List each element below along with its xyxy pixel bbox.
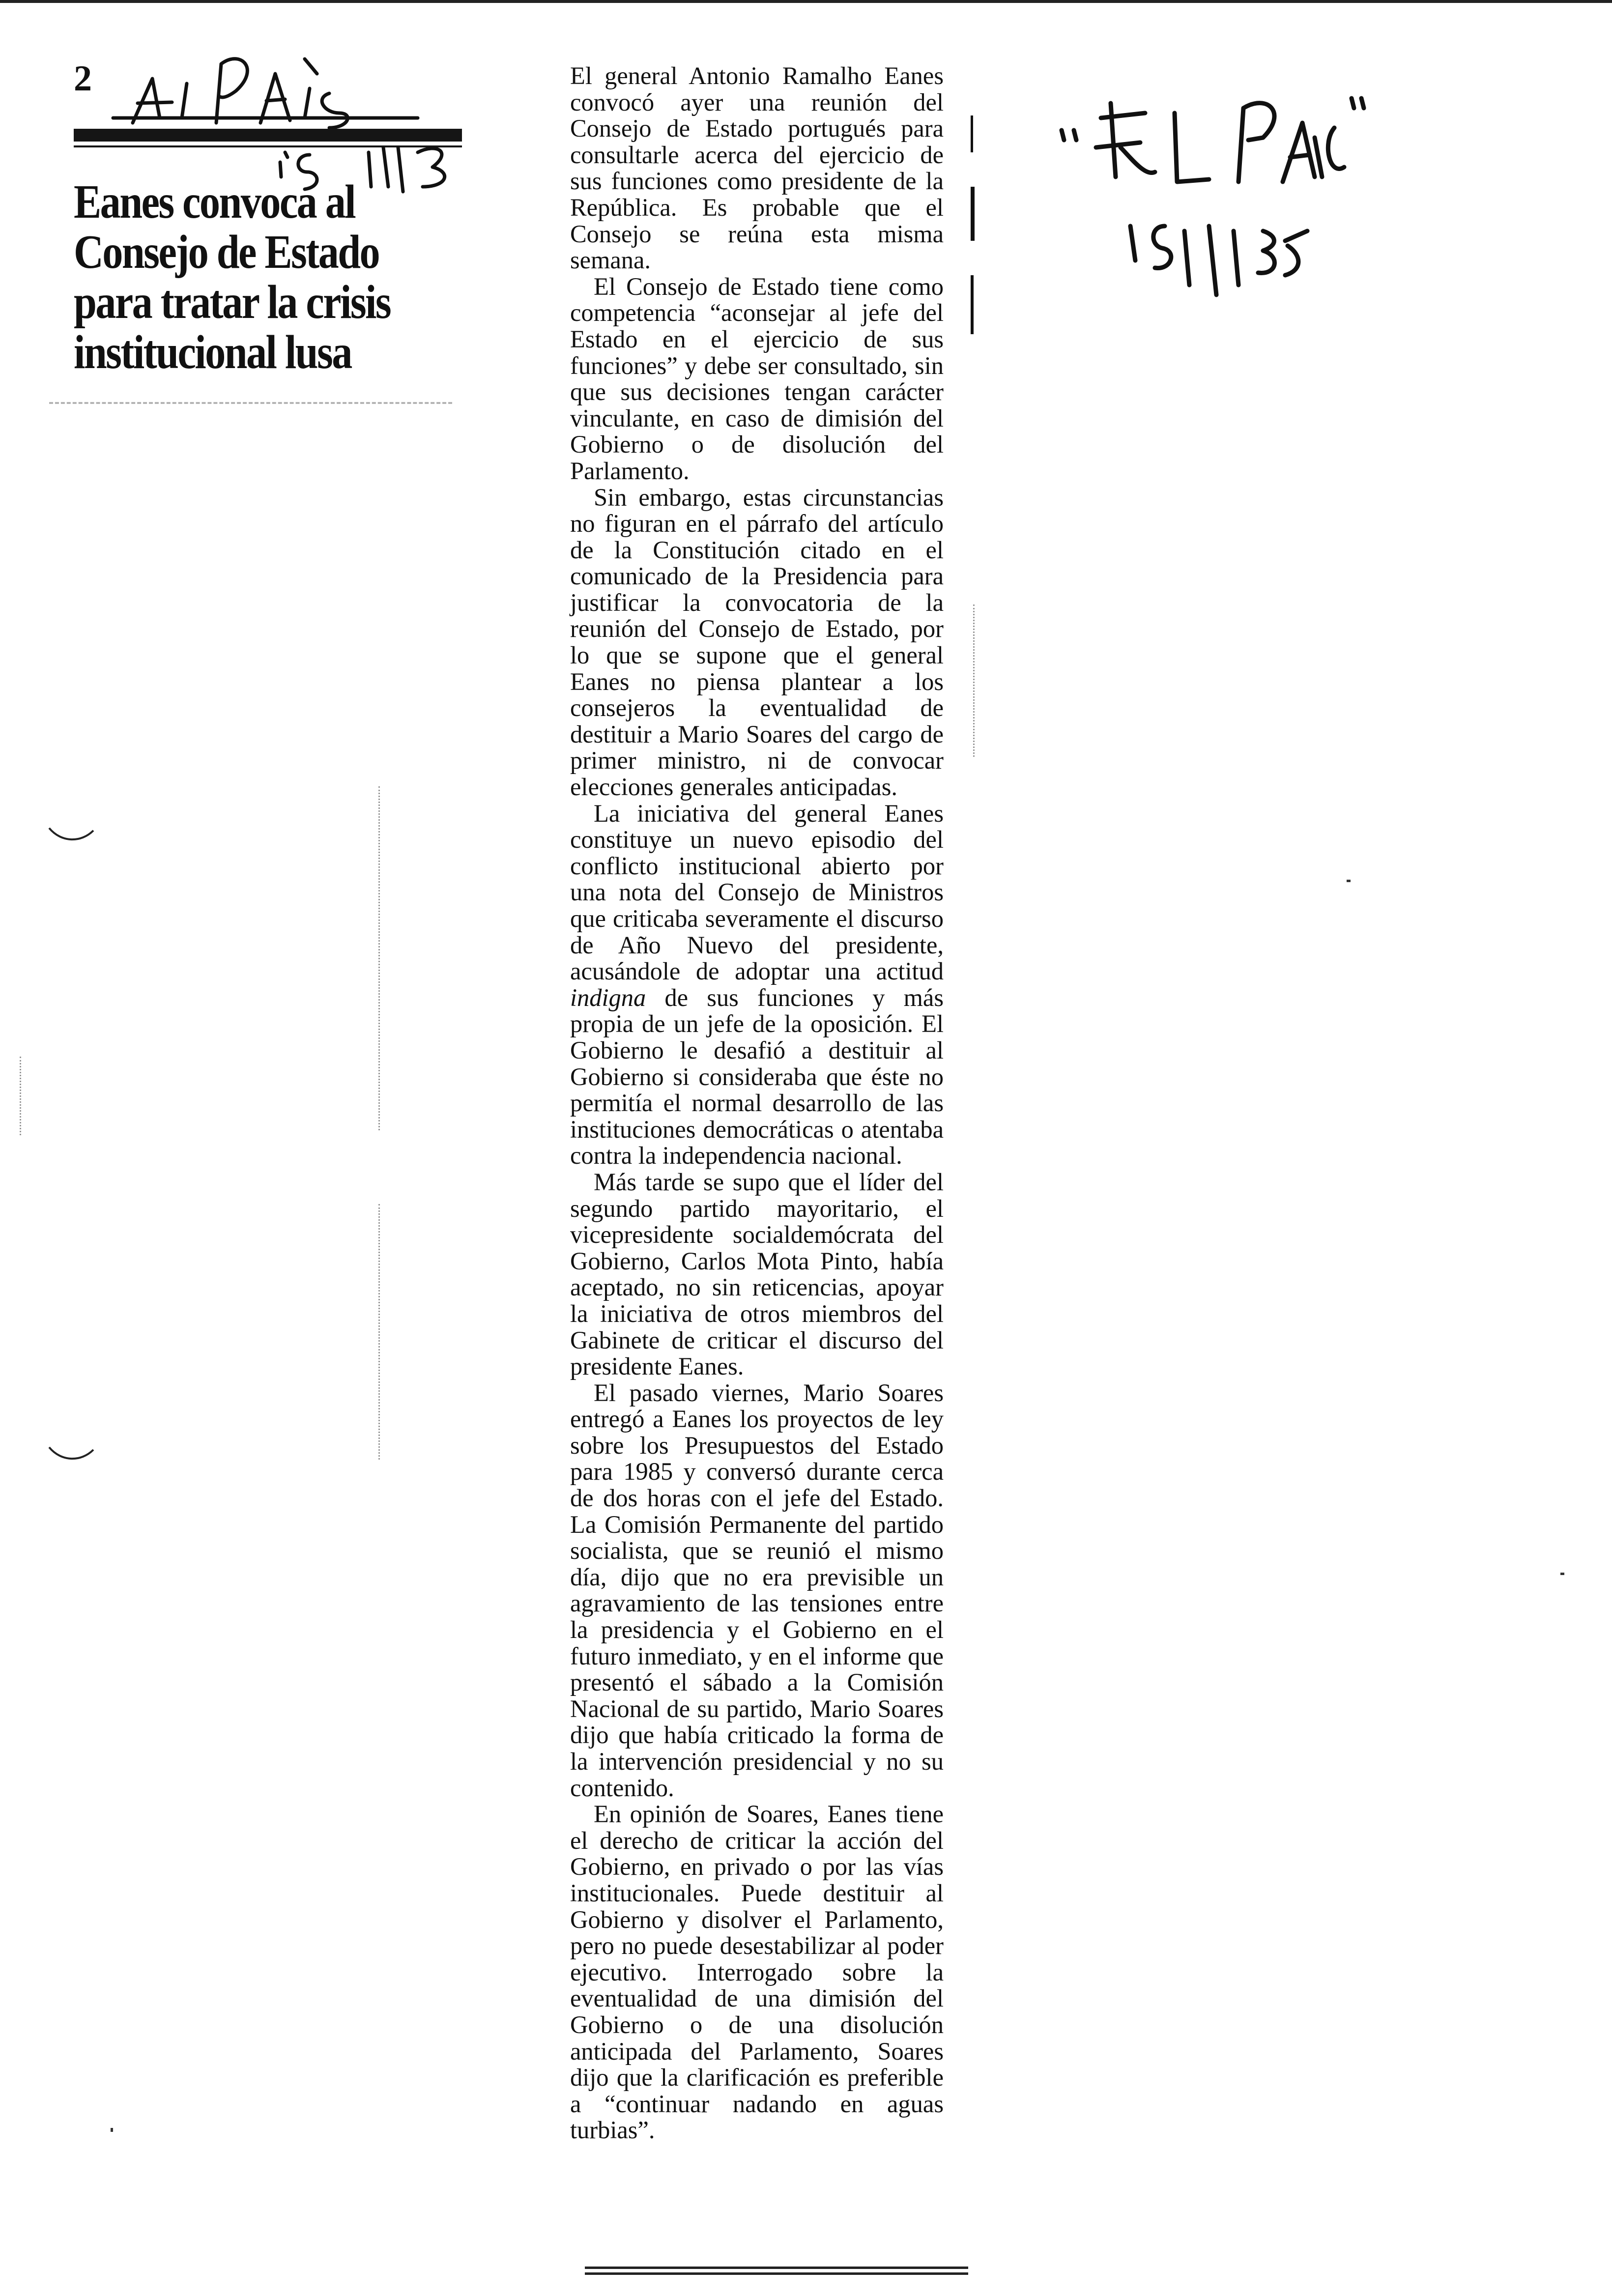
paragraph-5: Más tarde se supo que el líder del segundo partido mayoritario, el vicepresidente socialdemócrata del Gobierno, Carlos Mota Pinto, había aceptado, no sin reticencias, apoyar la iniciativa de otros miembros del Gabinete de criticar el discurso del presidente Eanes. xyxy=(570,1168,944,1380)
paragraph-1: El general Antonio Ramalho Eanes convocó ayer una reunión del Consejo de Estado portugués para consultarle acerca del ejercicio de sus funciones como presidente de la República. Es probable que el Consejo se reúna esta misma semana. xyxy=(570,62,944,274)
margin-dots xyxy=(378,786,380,1130)
paragraph-4 xyxy=(570,801,944,1169)
handwritten-date-right xyxy=(1116,211,1312,310)
page-number: 2 xyxy=(74,58,92,99)
dashed-separator xyxy=(49,402,452,406)
margin-mark xyxy=(971,275,974,334)
margin-dots xyxy=(378,1204,380,1460)
paragraph-7: En opinión de Soares, Eanes tiene el derecho de criticar la acción del Gobierno, en privado o por las vías institucionales. Puede destituir al Gobierno y disolver el Parlamento, pero no puede desestabilizar al poder ejecutivo. Interrogado sobre la eventualidad de una dimisión del Gobierno o de una disolución anticipada del Parlamento, Soares dijo que la clarificación es preferible a “continuar nadando en aguas turbias”. xyxy=(570,1800,944,2144)
paragraph-3: Sin embargo, estas circunstancias no figuran en el párrafo del artículo de la Constitución citado en el comunicado de la Presidencia para justificar la convocatoria de la reunión del Consejo de Estado, por lo que se supone que el general Eanes no piensa plantear a los consejeros la eventualidad de destituir a Mario Soares del cargo de primer ministro, ni de convocar elecciones generales anticipadas. xyxy=(570,483,944,801)
margin-mark xyxy=(971,115,973,152)
handwritten-newspaper-scrawl xyxy=(74,44,467,138)
speck xyxy=(111,2128,113,2132)
paragraph-6: El pasado viernes, Mario Soares entregó a Eanes los proyectos de ley sobre los Presupuestos del Estado para 1985 y conversó durante cerca de dos horas con el jefe del Estado. La Comisión Permanente del partido socialista, que se reunió el mismo día, dijo que no era previsible un agravamiento de las tensiones entre la presidencia y el Gobierno en el futuro inmediato, y en el informe que presentó el sábado a la Comisión Nacional de su partido, Mario Soares dijo que había criticado la forma de la intervención presidencial y no su contenido. xyxy=(570,1378,944,1802)
headline: Eanes convoca al Consejo de Estado para tratar la crisis institucional lusa xyxy=(74,175,391,379)
page-top-edge xyxy=(0,0,1612,3)
handwritten-newspaper-name-right xyxy=(1047,84,1371,192)
paragraph-4-tail: de sus funciones y más propia de un jefe de la oposición. El Gobierno le desafió a destituir al Gobierno si consideraba que éste no permitía el normal desarrollo de las instituciones democráticas o atentaba contra la independencia nacional. xyxy=(570,983,944,1170)
margin-dots xyxy=(20,1057,21,1135)
margin-dots xyxy=(973,604,975,757)
margin-mark xyxy=(971,187,975,241)
speck xyxy=(1347,880,1351,882)
paragraph-4-italic: indigna xyxy=(570,983,646,1011)
paragraph-4-lead: La iniciativa del general Eanes constituye un nuevo episodio del conflicto institucional abierto por una nota del Consejo de Ministros que criticaba severamente el discurso de Año Nuevo del presidente, acusándole de adoptar una actitud xyxy=(570,799,944,985)
binding-mark xyxy=(47,826,96,845)
binding-mark xyxy=(47,1445,96,1464)
article-body xyxy=(570,63,944,2144)
paragraph-2: El Consejo de Estado tiene como competencia “aconsejar al jefe del Estado en el ejercicio de sus funciones” y debe ser consultado, sin que sus decisiones tengan carácter vinculante, en caso de dimisión del Gobierno o de disolución del Parlamento. xyxy=(570,272,944,485)
speck xyxy=(1560,1573,1564,1575)
footer-rule-1 xyxy=(585,2267,968,2269)
footer-rule-2 xyxy=(585,2272,968,2275)
